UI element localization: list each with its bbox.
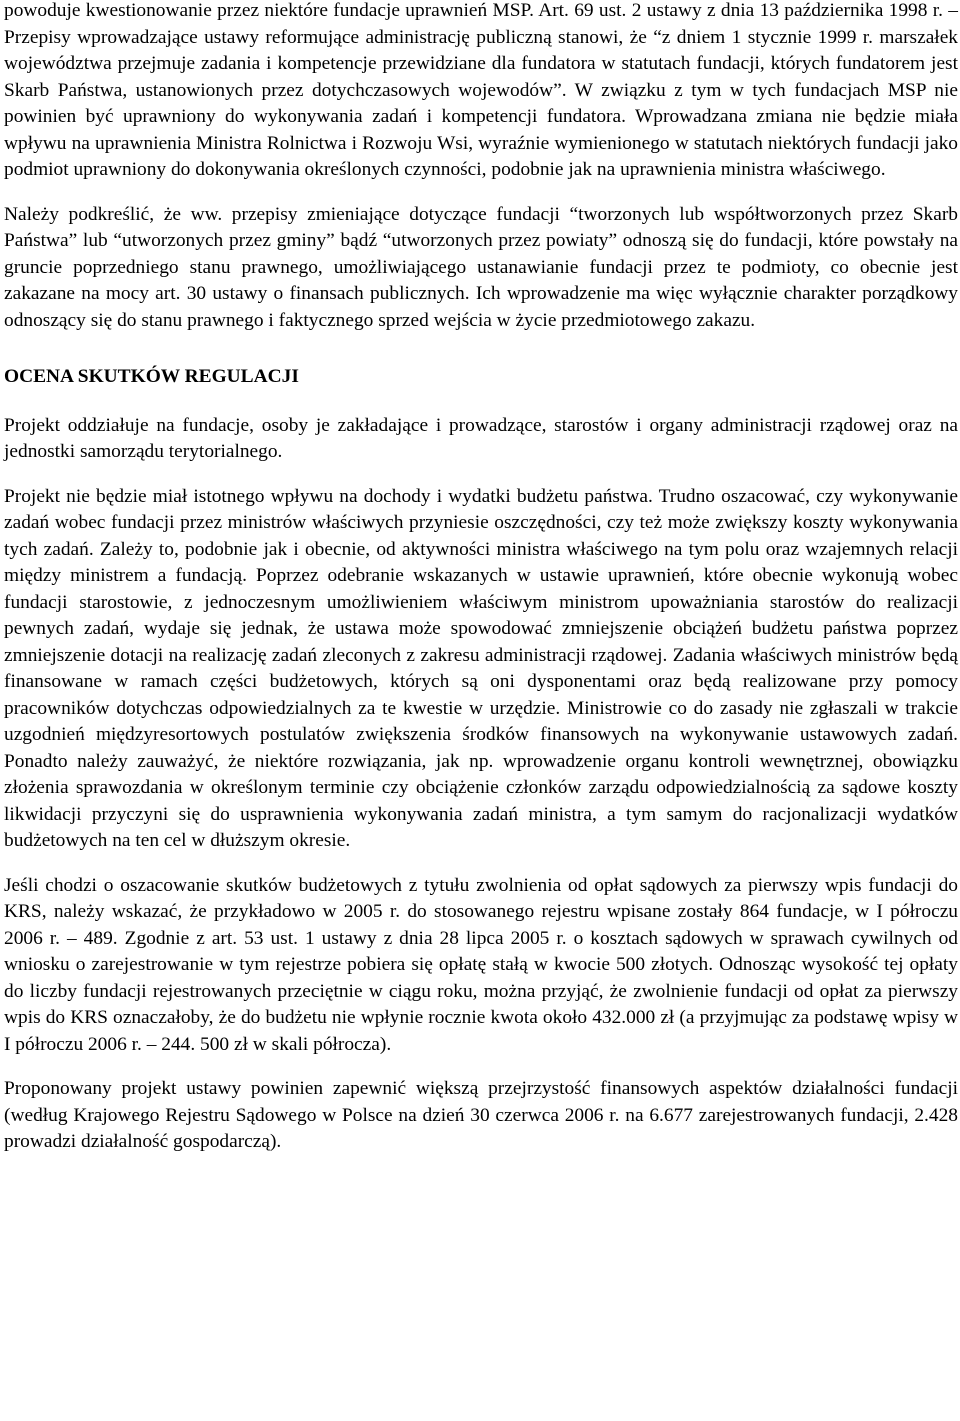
paragraph-transparency: Proponowany projekt ustawy powinien zapewnić większą przejrzystość finansowych aspektów działalności fundacji (według Krajowego Rejestru Sądowego w Polsce na dzień 30 czerwca 2006 r. na 6.677 zarejestrowanych fundacji, 2.428 prowadzi działalność gospodarczą). [4,1078,958,1152]
paragraph-amending-provisions: Należy podkreślić, że ww. przepisy zmieniające dotyczące fundacji “tworzonych lub współtworzonych przez Skarb Państwa” lub “utworzonych przez gminy” bądź “utworzonych przez powiaty” odnoszą się do fundacji, które powstały na gruncie poprzedniego stanu prawnego, umożliwiającego ustanawianie fundacji przez te podmioty, co obecnie jest zakazane na mocy art. 30 ustawy o finansach publicznych. Ich wprowadzenie ma więc wyłącznie charakter porządkowy odnoszący się do stanu prawnego i faktycznego sprzed wejścia w życie przedmiotowego zakazu. [4,203,958,331]
section-heading: OCENA SKUTKÓW REGULACJI [4,366,299,387]
paragraph-msp-powers: powoduje kwestionowanie przez niektóre fundacje uprawnień MSP. Art. 69 ust. 2 ustawy z dnia 13 października 1998 r. – Przepisy wprowadzające ustawy reformujące administrację publiczną stanowi, że “z dniem 1 stycznie 1999 r. marszałek województwa przejmuje zadania i kompetencje przewidziane dla fundatora w statutach fundacji, których fundatorem jest Skarb Państwa, ustanowionych przez dotychczasowych wojewodów”. W związku z tym w tych fundacjach MSP nie powinien być uprawniony do wykonywania zadań i kompetencji fundatora. Wprowadzana zmiana nie będzie miała wpływu na uprawnienia Ministra Rolnictwa i Rozwoju Wsi, wyraźnie wymienionego w statutach niektórych fundacji jako podmiot uprawniony do dokonywania określonych czynności, podobnie jak na uprawnienia ministra właściwego. [4,0,958,180]
paragraph-court-fees: Jeśli chodzi o oszacowanie skutków budżetowych z tytułu zwolnienia od opłat sądowych za pierwszy wpis fundacji do KRS, należy wskazać, że przykładowo w 2005 r. do stosowanego rejestru wpisane zostały 864 fundacje, w I półroczu 2006 r. – 489. Zgodnie z art. 53 ust. 1 ustawy z dnia 28 lipca 2005 r. o kosztach sądowych w sprawach cywilnych od wniosku o zarejestrowanie w tym rejestrze pobiera się opłatę stałą w kwocie 500 złotych. Odnosząc wysokość tej opłaty do liczby fundacji rejestrowanych przeciętnie w ciągu roku, można przyjąć, że zwolnienie fundacji od opłat za pierwszy wpis do KRS oznaczałoby, że do budżetu nie wpłynie rocznie kwota około 432.000 zł (a przyjmując za podstawę wpisy w I półroczu 2006 r. – 244. 500 zł w skali półrocza). [4,874,958,1055]
paragraph-budget-impact: Projekt nie będzie miał istotnego wpływu na dochody i wydatki budżetu państwa. Trudno oszacować, czy wykonywanie zadań wobec fundacji przez ministrów właściwych przyniesie oszczędności, czy też może zwiększy koszty wykonywania tych zadań. Zależy to, podobnie jak i obecnie, od aktywności ministra właściwego na tym polu oraz wzajemnych relacji między ministrem a fundacją. Poprzez odebranie wskazanych w ustawie uprawnień, które obecnie wykonują wobec fundacji starostowie, z jednoczesnym umożliwieniem właściwym ministrom upoważniania starostów do realizacji pewnych zadań, wydaje się jednak, że ustawa może spowodować zmniejszenie obciążeń budżetu państwa poprzez zmniejszenie dotacji na realizację zadań zleconych z zakresu administracji rządowej. Zadania właściwych ministrów będą finansowane w ramach części budżetowych, których są oni dysponentami oraz będą realizowane przy pomocy pracowników dotychczas odpowiedzialnych za te kwestie w urzędzie. Ministrowie co do zasady nie zgłaszali w trakcie uzgodnień międzyresortowych postulatów zwiększenia środków finansowych na wykonywanie ustawowych zadań. Ponadto należy zauważyć, że niektóre rozwiązania, jak np. wprowadzenie organu kontroli wewnętrznej, obowiązku złożenia sprawozdania w określonym terminie czy obciążenie członków zarządu odpowiedzialnością za sądowe koszty likwidacji przyczyni się do usprawnienia wykonywania zadań ministra, a tym samym do racjonalizacji wydatków budżetowych na ten cel w dłuższym okresie. [4,485,958,851]
paragraph-affected-parties: Projekt oddziałuje na fundacje, osoby je zakładające i prowadzące, starostów i organy administracji rządowej oraz na jednostki samorządu terytorialnego. [4,414,958,462]
